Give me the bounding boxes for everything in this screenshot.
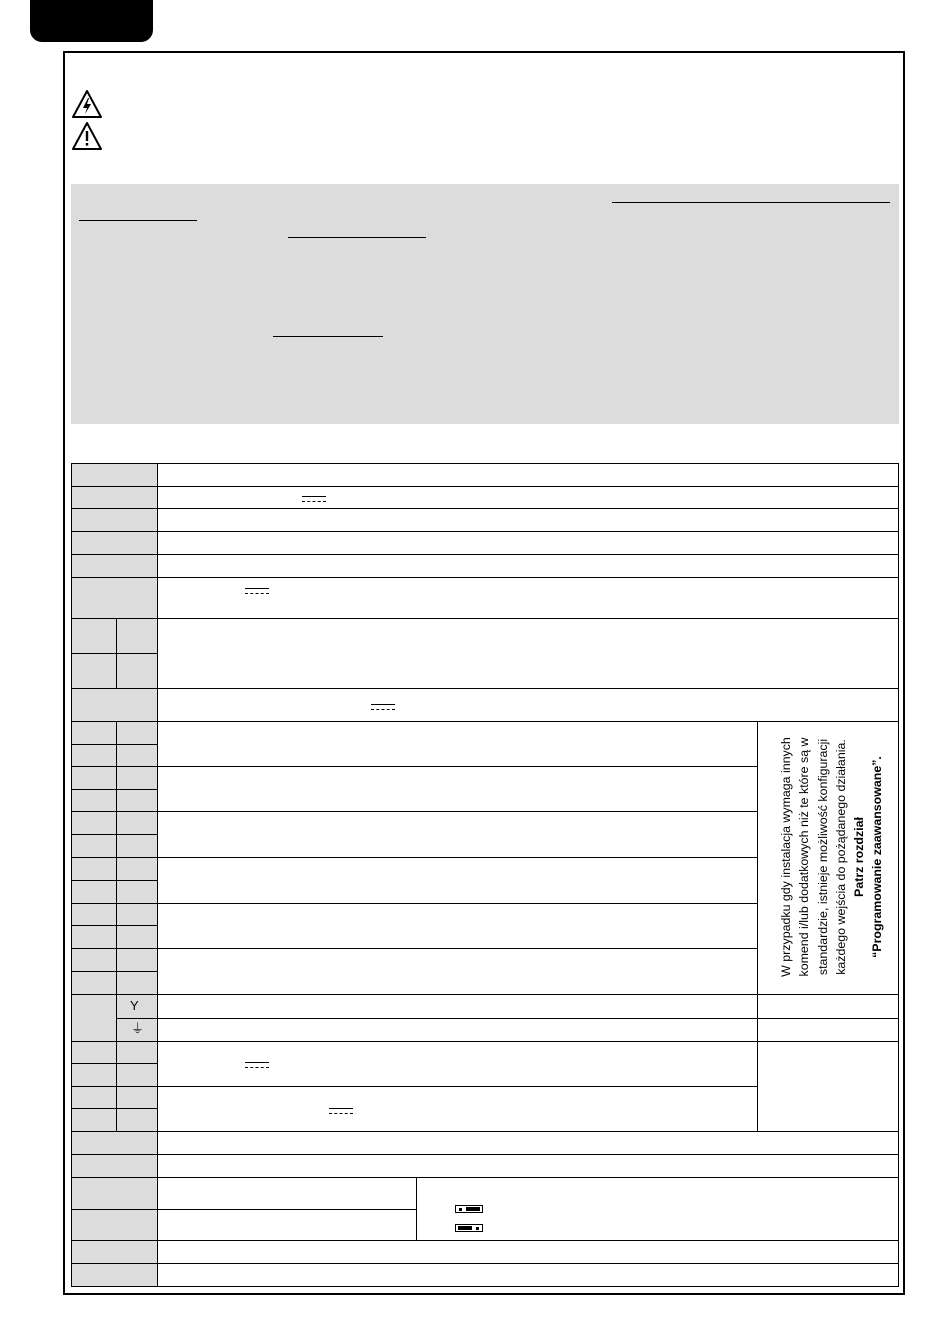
terminal-table — [71, 463, 899, 1287]
dip-switch-off-icon — [455, 1224, 483, 1232]
ground-icon: ⏚ — [131, 1021, 145, 1036]
dc-symbol-icon — [245, 1062, 269, 1068]
page-tab-marker — [30, 0, 153, 42]
terminal-label-column — [71, 463, 157, 1287]
note-underline — [273, 336, 383, 337]
side-note-line: W przypadku gdy instalacja wymaga innych — [779, 737, 793, 977]
dc-symbol-icon — [245, 588, 269, 594]
dip-switch-on-icon — [455, 1205, 483, 1213]
side-note-line: standardzie, istnieje możliwość konfiguracji — [815, 738, 830, 976]
side-note-line: każdego wejścia do pożądanego działania. — [833, 739, 848, 975]
side-note — [777, 724, 887, 990]
antenna-icon: Y — [130, 998, 139, 1013]
dc-symbol-icon — [329, 1108, 353, 1114]
exclamation-warning-icon — [71, 121, 103, 151]
dc-symbol-icon — [302, 496, 326, 502]
side-note-ref-title: “Programowanie zaawansowane”. — [870, 756, 885, 958]
note-underline — [288, 237, 426, 238]
side-note-ref-label: Patrz rozdział — [852, 817, 867, 897]
note-underline — [612, 202, 890, 203]
note-underline — [79, 220, 197, 221]
dc-symbol-icon — [371, 704, 395, 710]
side-note-line: komend i/lub dodatkowych niż te które są w — [797, 737, 812, 977]
lightning-warning-icon — [71, 89, 103, 119]
